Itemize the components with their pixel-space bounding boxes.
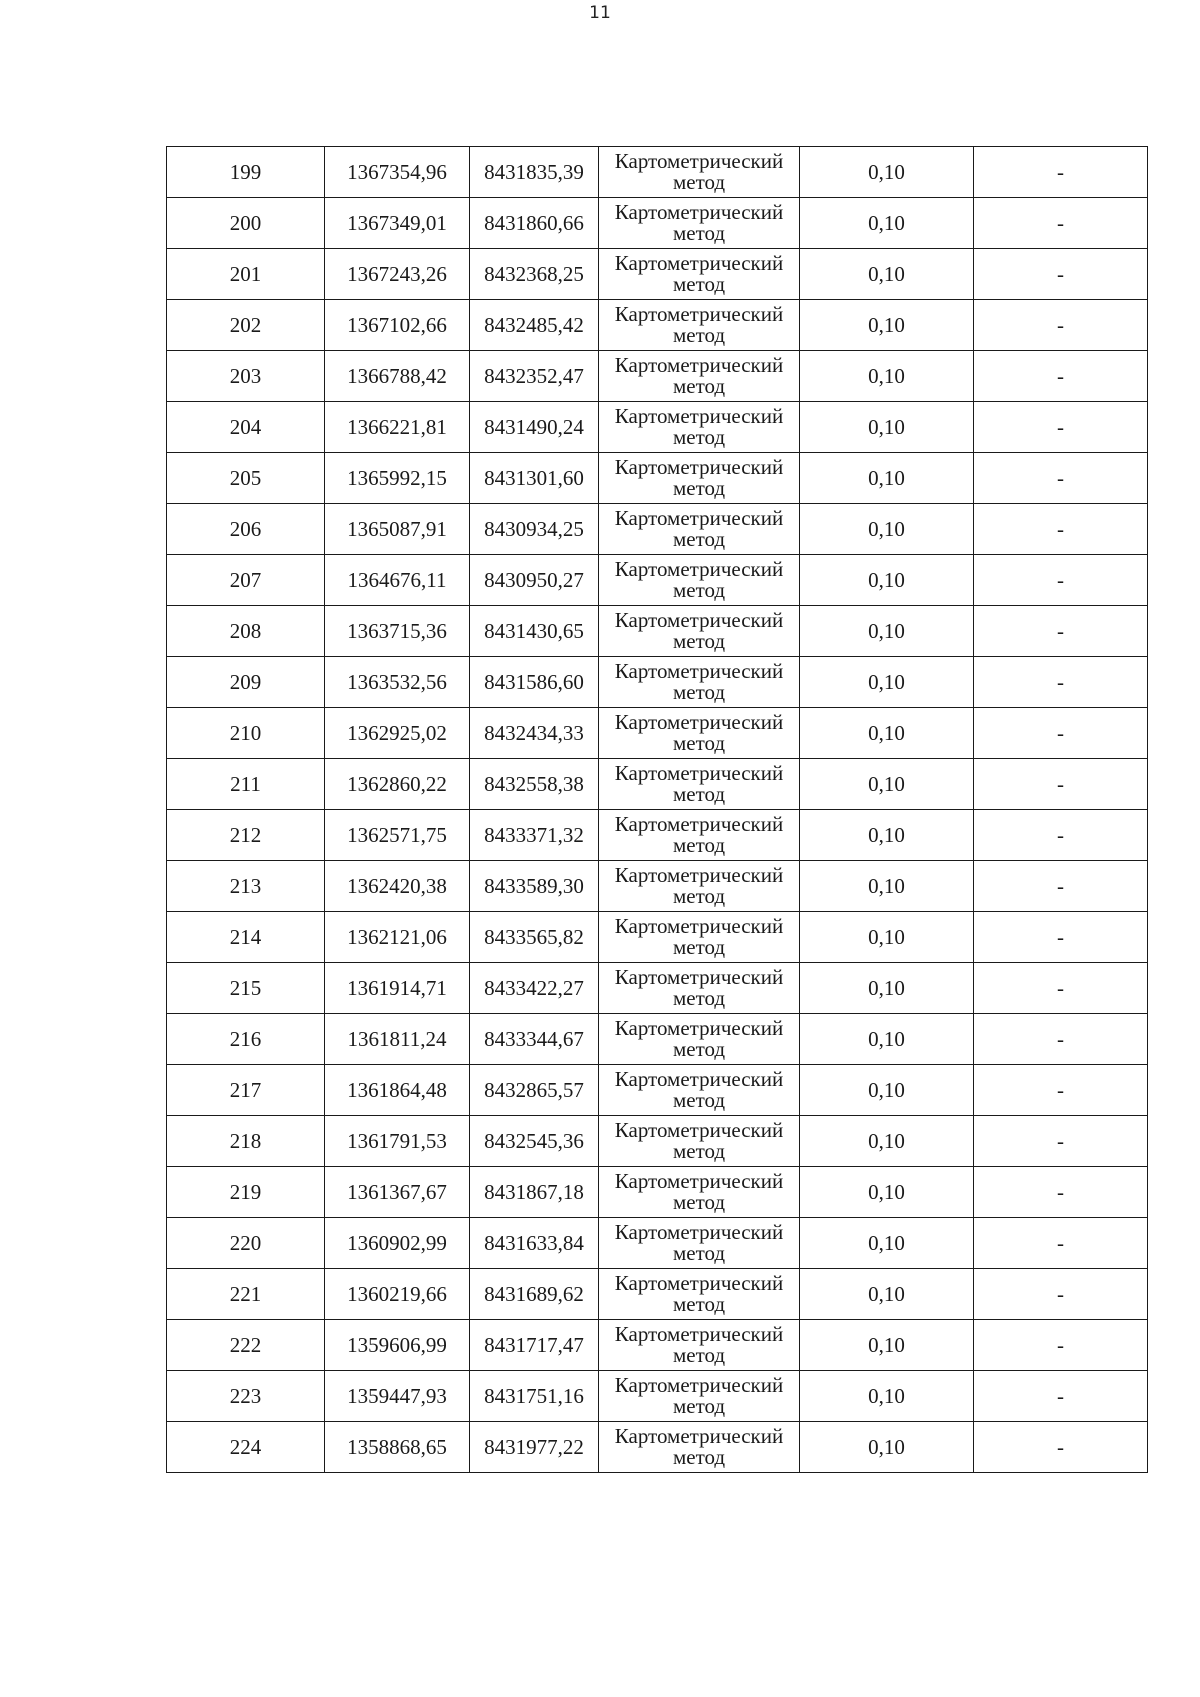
x-coordinate-cell: 1361864,48	[325, 1065, 470, 1116]
x-coordinate-cell: 1361811,24	[325, 1014, 470, 1065]
table-row	[167, 147, 1148, 198]
y-coordinate-cell: 8431867,18	[470, 1167, 599, 1218]
note-cell: -	[974, 402, 1148, 453]
note-cell: -	[974, 453, 1148, 504]
method-line-2: метод	[672, 374, 726, 398]
y-coordinate-cell: 8432545,36	[470, 1116, 599, 1167]
x-coordinate-cell: 1363715,36	[325, 606, 470, 657]
method-cell	[599, 402, 800, 453]
method-cell	[599, 1422, 800, 1473]
method-line-1: Картометрический	[614, 659, 784, 683]
note-cell: -	[974, 1167, 1148, 1218]
point-number-cell: 210	[167, 708, 325, 759]
x-coordinate-cell: 1362121,06	[325, 912, 470, 963]
coordinates-table-body	[167, 147, 1148, 1473]
point-number-cell: 212	[167, 810, 325, 861]
accuracy-cell: 0,10	[800, 1065, 974, 1116]
y-coordinate-cell: 8431689,62	[470, 1269, 599, 1320]
y-coordinate-cell: 8432865,57	[470, 1065, 599, 1116]
method-line-2: метод	[672, 323, 726, 347]
coordinates-table	[166, 146, 1148, 1473]
method-line-1: Картометрический	[614, 1424, 784, 1448]
method-line-1: Картометрический	[614, 608, 784, 632]
table-row	[167, 504, 1148, 555]
table-row	[167, 861, 1148, 912]
accuracy-cell: 0,10	[800, 453, 974, 504]
point-number-cell: 202	[167, 300, 325, 351]
accuracy-cell: 0,10	[800, 249, 974, 300]
method-cell	[599, 759, 800, 810]
method-line-1: Картометрический	[614, 149, 784, 173]
accuracy-cell: 0,10	[800, 1218, 974, 1269]
x-coordinate-cell: 1361791,53	[325, 1116, 470, 1167]
x-coordinate-cell: 1361914,71	[325, 963, 470, 1014]
y-coordinate-cell: 8431301,60	[470, 453, 599, 504]
x-coordinate-cell: 1362420,38	[325, 861, 470, 912]
point-number-cell: 221	[167, 1269, 325, 1320]
method-cell	[599, 1116, 800, 1167]
point-number-cell: 215	[167, 963, 325, 1014]
method-cell	[599, 708, 800, 759]
note-cell: -	[974, 1065, 1148, 1116]
note-cell: -	[974, 606, 1148, 657]
point-number-cell: 218	[167, 1116, 325, 1167]
note-cell: -	[974, 147, 1148, 198]
y-coordinate-cell: 8433422,27	[470, 963, 599, 1014]
accuracy-cell: 0,10	[800, 861, 974, 912]
point-number-cell: 208	[167, 606, 325, 657]
point-number-cell: 199	[167, 147, 325, 198]
x-coordinate-cell: 1359606,99	[325, 1320, 470, 1371]
accuracy-cell: 0,10	[800, 606, 974, 657]
note-cell: -	[974, 1116, 1148, 1167]
note-cell: -	[974, 504, 1148, 555]
accuracy-cell: 0,10	[800, 810, 974, 861]
x-coordinate-cell: 1363532,56	[325, 657, 470, 708]
method-line-1: Картометрический	[614, 1169, 784, 1193]
accuracy-cell: 0,10	[800, 1269, 974, 1320]
accuracy-cell: 0,10	[800, 300, 974, 351]
point-number-cell: 203	[167, 351, 325, 402]
method-line-2: метод	[672, 1394, 726, 1418]
x-coordinate-cell: 1367349,01	[325, 198, 470, 249]
note-cell: -	[974, 810, 1148, 861]
table-row	[167, 300, 1148, 351]
point-number-cell: 206	[167, 504, 325, 555]
table-row	[167, 1167, 1148, 1218]
y-coordinate-cell: 8432352,47	[470, 351, 599, 402]
point-number-cell: 211	[167, 759, 325, 810]
table-row	[167, 708, 1148, 759]
method-cell	[599, 861, 800, 912]
table-row	[167, 963, 1148, 1014]
method-line-2: метод	[672, 680, 726, 704]
y-coordinate-cell: 8431586,60	[470, 657, 599, 708]
method-cell	[599, 1371, 800, 1422]
table-row	[167, 402, 1148, 453]
x-coordinate-cell: 1366221,81	[325, 402, 470, 453]
method-line-1: Картометрический	[614, 1118, 784, 1142]
method-line-1: Картометрический	[614, 965, 784, 989]
method-line-2: метод	[672, 170, 726, 194]
point-number-cell: 205	[167, 453, 325, 504]
note-cell: -	[974, 912, 1148, 963]
method-line-1: Картометрический	[614, 455, 784, 479]
y-coordinate-cell: 8433344,67	[470, 1014, 599, 1065]
y-coordinate-cell: 8430934,25	[470, 504, 599, 555]
method-line-1: Картометрический	[614, 557, 784, 581]
method-line-2: метод	[672, 1139, 726, 1163]
note-cell: -	[974, 555, 1148, 606]
method-line-2: метод	[672, 272, 726, 296]
method-line-1: Картометрический	[614, 761, 784, 785]
note-cell: -	[974, 708, 1148, 759]
method-line-2: метод	[672, 884, 726, 908]
method-line-2: метод	[672, 221, 726, 245]
y-coordinate-cell: 8432558,38	[470, 759, 599, 810]
x-coordinate-cell: 1362571,75	[325, 810, 470, 861]
table-row	[167, 1422, 1148, 1473]
method-line-1: Картометрический	[614, 812, 784, 836]
point-number-cell: 224	[167, 1422, 325, 1473]
x-coordinate-cell: 1360902,99	[325, 1218, 470, 1269]
method-line-2: метод	[672, 935, 726, 959]
method-line-1: Картометрический	[614, 404, 784, 428]
y-coordinate-cell: 8431430,65	[470, 606, 599, 657]
y-coordinate-cell: 8430950,27	[470, 555, 599, 606]
method-line-2: метод	[672, 1241, 726, 1265]
method-line-1: Картометрический	[614, 200, 784, 224]
y-coordinate-cell: 8433565,82	[470, 912, 599, 963]
y-coordinate-cell: 8432434,33	[470, 708, 599, 759]
x-coordinate-cell: 1367354,96	[325, 147, 470, 198]
method-line-2: метод	[672, 425, 726, 449]
accuracy-cell: 0,10	[800, 759, 974, 810]
x-coordinate-cell: 1366788,42	[325, 351, 470, 402]
x-coordinate-cell: 1367243,26	[325, 249, 470, 300]
method-cell	[599, 504, 800, 555]
note-cell: -	[974, 198, 1148, 249]
point-number-cell: 213	[167, 861, 325, 912]
y-coordinate-cell: 8431977,22	[470, 1422, 599, 1473]
y-coordinate-cell: 8432485,42	[470, 300, 599, 351]
accuracy-cell: 0,10	[800, 912, 974, 963]
y-coordinate-cell: 8433371,32	[470, 810, 599, 861]
method-line-2: метод	[672, 476, 726, 500]
method-line-1: Картометрический	[614, 710, 784, 734]
point-number-cell: 201	[167, 249, 325, 300]
note-cell: -	[974, 1320, 1148, 1371]
method-cell	[599, 249, 800, 300]
y-coordinate-cell: 8431860,66	[470, 198, 599, 249]
table-row	[167, 759, 1148, 810]
note-cell: -	[974, 1269, 1148, 1320]
table-row	[167, 453, 1148, 504]
method-line-1: Картометрический	[614, 1220, 784, 1244]
note-cell: -	[974, 1422, 1148, 1473]
point-number-cell: 216	[167, 1014, 325, 1065]
method-line-2: метод	[672, 527, 726, 551]
table-row	[167, 912, 1148, 963]
method-cell	[599, 300, 800, 351]
method-line-1: Картометрический	[614, 1016, 784, 1040]
note-cell: -	[974, 1371, 1148, 1422]
method-line-1: Картометрический	[614, 914, 784, 938]
method-cell	[599, 912, 800, 963]
y-coordinate-cell: 8431717,47	[470, 1320, 599, 1371]
x-coordinate-cell: 1365992,15	[325, 453, 470, 504]
accuracy-cell: 0,10	[800, 555, 974, 606]
method-cell	[599, 147, 800, 198]
note-cell: -	[974, 300, 1148, 351]
table-row	[167, 1269, 1148, 1320]
table-row	[167, 198, 1148, 249]
method-cell	[599, 1320, 800, 1371]
table-row	[167, 1371, 1148, 1422]
table-row	[167, 555, 1148, 606]
accuracy-cell: 0,10	[800, 1422, 974, 1473]
method-line-1: Картометрический	[614, 251, 784, 275]
method-line-1: Картометрический	[614, 1067, 784, 1091]
note-cell: -	[974, 249, 1148, 300]
x-coordinate-cell: 1367102,66	[325, 300, 470, 351]
table-row	[167, 351, 1148, 402]
accuracy-cell: 0,10	[800, 1167, 974, 1218]
method-line-2: метод	[672, 986, 726, 1010]
point-number-cell: 217	[167, 1065, 325, 1116]
accuracy-cell: 0,10	[800, 504, 974, 555]
method-line-2: метод	[672, 578, 726, 602]
point-number-cell: 214	[167, 912, 325, 963]
x-coordinate-cell: 1361367,67	[325, 1167, 470, 1218]
accuracy-cell: 0,10	[800, 147, 974, 198]
method-line-2: метод	[672, 1292, 726, 1316]
point-number-cell: 207	[167, 555, 325, 606]
method-line-1: Картометрический	[614, 353, 784, 377]
y-coordinate-cell: 8433589,30	[470, 861, 599, 912]
method-line-1: Картометрический	[614, 1271, 784, 1295]
accuracy-cell: 0,10	[800, 198, 974, 249]
y-coordinate-cell: 8431835,39	[470, 147, 599, 198]
method-cell	[599, 453, 800, 504]
method-line-2: метод	[672, 731, 726, 755]
note-cell: -	[974, 759, 1148, 810]
point-number-cell: 222	[167, 1320, 325, 1371]
method-cell	[599, 810, 800, 861]
table-row	[167, 249, 1148, 300]
point-number-cell: 204	[167, 402, 325, 453]
y-coordinate-cell: 8432368,25	[470, 249, 599, 300]
table-row	[167, 1320, 1148, 1371]
point-number-cell: 220	[167, 1218, 325, 1269]
table-row	[167, 1116, 1148, 1167]
point-number-cell: 219	[167, 1167, 325, 1218]
x-coordinate-cell: 1362860,22	[325, 759, 470, 810]
accuracy-cell: 0,10	[800, 1320, 974, 1371]
accuracy-cell: 0,10	[800, 1371, 974, 1422]
method-line-1: Картометрический	[614, 506, 784, 530]
point-number-cell: 200	[167, 198, 325, 249]
method-line-1: Картометрический	[614, 1373, 784, 1397]
x-coordinate-cell: 1360219,66	[325, 1269, 470, 1320]
note-cell: -	[974, 861, 1148, 912]
page-number: 11	[589, 3, 611, 23]
point-number-cell: 223	[167, 1371, 325, 1422]
accuracy-cell: 0,10	[800, 708, 974, 759]
accuracy-cell: 0,10	[800, 657, 974, 708]
method-cell	[599, 1167, 800, 1218]
x-coordinate-cell: 1359447,93	[325, 1371, 470, 1422]
x-coordinate-cell: 1364676,11	[325, 555, 470, 606]
method-line-2: метод	[672, 629, 726, 653]
table-row	[167, 657, 1148, 708]
note-cell: -	[974, 1218, 1148, 1269]
method-line-1: Картометрический	[614, 302, 784, 326]
method-line-2: метод	[672, 1037, 726, 1061]
method-line-1: Картометрический	[614, 1322, 784, 1346]
method-cell	[599, 963, 800, 1014]
method-cell	[599, 555, 800, 606]
method-line-1: Картометрический	[614, 863, 784, 887]
accuracy-cell: 0,10	[800, 1116, 974, 1167]
note-cell: -	[974, 657, 1148, 708]
method-cell	[599, 657, 800, 708]
y-coordinate-cell: 8431490,24	[470, 402, 599, 453]
method-line-2: метод	[672, 1190, 726, 1214]
method-cell	[599, 198, 800, 249]
y-coordinate-cell: 8431633,84	[470, 1218, 599, 1269]
table-row	[167, 810, 1148, 861]
method-cell	[599, 1269, 800, 1320]
accuracy-cell: 0,10	[800, 963, 974, 1014]
note-cell: -	[974, 1014, 1148, 1065]
method-line-2: метод	[672, 782, 726, 806]
method-cell	[599, 606, 800, 657]
method-line-2: метод	[672, 1088, 726, 1112]
accuracy-cell: 0,10	[800, 351, 974, 402]
accuracy-cell: 0,10	[800, 1014, 974, 1065]
y-coordinate-cell: 8431751,16	[470, 1371, 599, 1422]
x-coordinate-cell: 1362925,02	[325, 708, 470, 759]
point-number-cell: 209	[167, 657, 325, 708]
x-coordinate-cell: 1365087,91	[325, 504, 470, 555]
method-cell	[599, 1014, 800, 1065]
accuracy-cell: 0,10	[800, 402, 974, 453]
table-row	[167, 1218, 1148, 1269]
table-row	[167, 1065, 1148, 1116]
method-line-2: метод	[672, 1343, 726, 1367]
note-cell: -	[974, 351, 1148, 402]
method-cell	[599, 1065, 800, 1116]
table-row	[167, 1014, 1148, 1065]
method-cell	[599, 351, 800, 402]
method-line-2: метод	[672, 1445, 726, 1469]
method-cell	[599, 1218, 800, 1269]
note-cell: -	[974, 963, 1148, 1014]
method-line-2: метод	[672, 833, 726, 857]
x-coordinate-cell: 1358868,65	[325, 1422, 470, 1473]
table-row	[167, 606, 1148, 657]
